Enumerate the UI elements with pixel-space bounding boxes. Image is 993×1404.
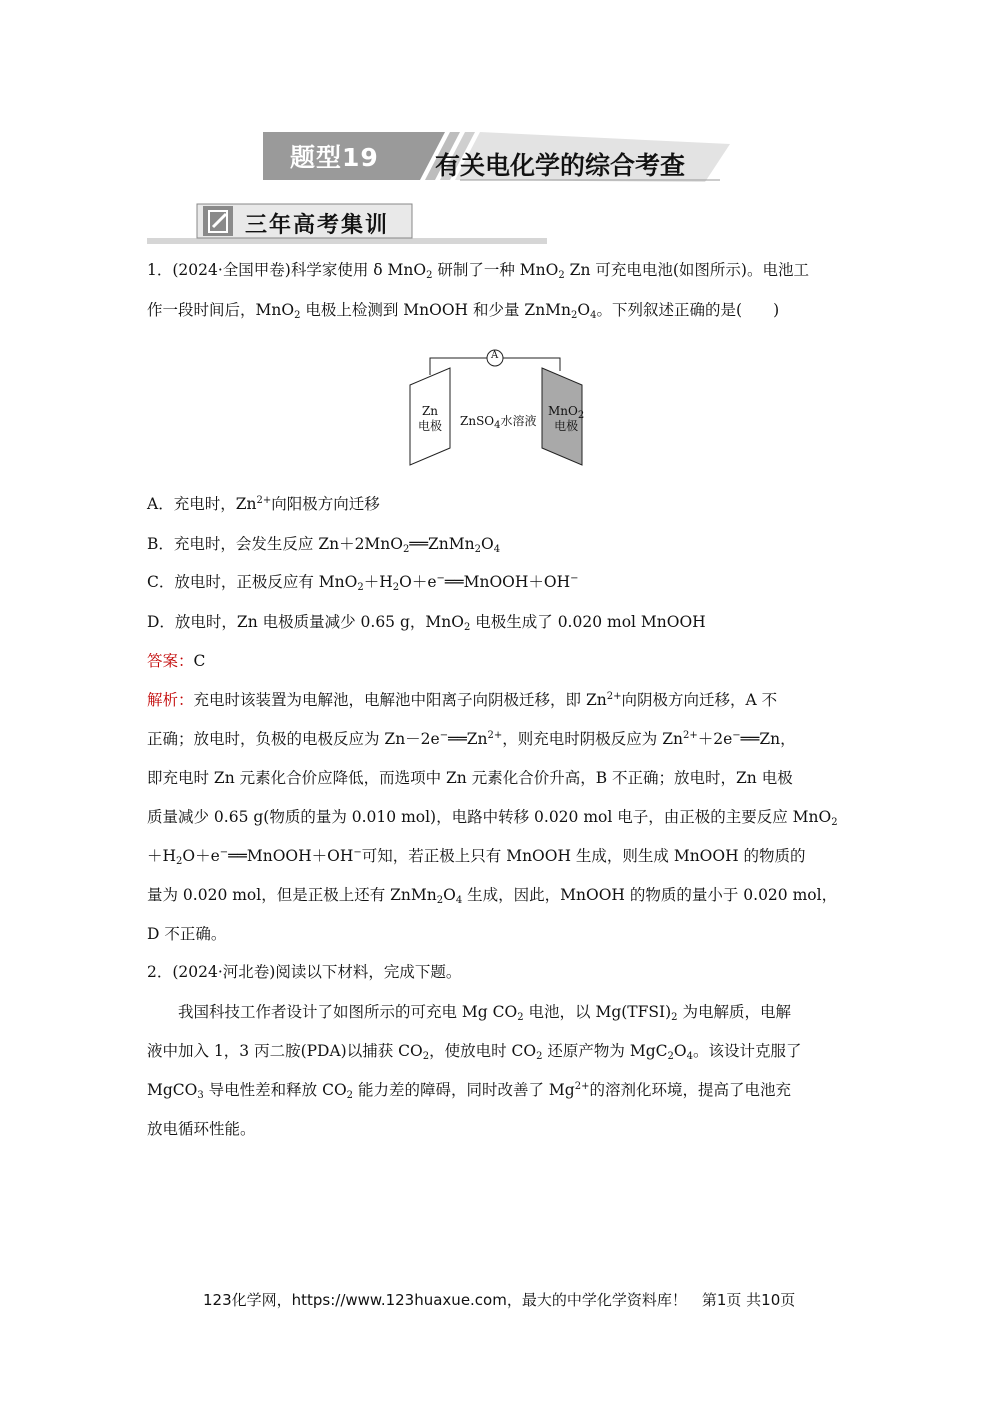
option-c: C．放电时，正极反应有 $MnO_2+H_2O+e^-══MnOOH+OH^-$ <box>147 573 579 593</box>
q1-line-2: 作一段时间后，MnO$_2$ 电极上检测到 MnOOH 和少量 $ZnMn_2O_4$。下列叙述正确的是( ) <box>147 301 780 321</box>
mno2-electrode-label: MnO$_2$ 电极 <box>548 404 585 433</box>
q2-line-1: 2．(2024·河北卷)阅读以下材料，完成下题。 <box>147 963 462 981</box>
explanation-line-7: D 不正确。 <box>147 925 227 943</box>
option-b: B．充电时，会发生反应 $Zn+2MnO_2══ZnMn_2O_4$ <box>147 535 501 555</box>
zn-electrode-label: Zn 电极 <box>418 404 443 433</box>
page-footer: 123化学网，https://www.123huaxue.com，最大的中学化学资料库！ 第1页 共10页 <box>203 1291 796 1309</box>
explanation-line-1: 解析：充电时该装置为电解池，电解池中阳离子向阴极迁移，即 $Zn^{2+}$向阴极方向迁移，A 不 <box>147 691 778 709</box>
q2-paragraph-line-1: 我国科技工作者设计了如图所示的可充电 Mg $CO_2$ 电池，以 $Mg(TFSI)_2$ 为电解质，电解 <box>178 1003 791 1023</box>
pencil-note-icon <box>202 205 234 237</box>
answer <box>147 651 205 671</box>
option-a: A．充电时，$Zn^{2+}$向阳极方向迁移 <box>147 495 380 513</box>
q2-paragraph-line-4: 放电循环性能。 <box>147 1120 256 1138</box>
answer-label: 答案： <box>147 652 194 670</box>
type-label: 题型19 <box>290 143 379 172</box>
q1-line-1: 1．(2024·全国甲卷)科学家使用 δ MnO$_2$ 研制了一种 MnO$_2$ Zn 可充电电池(如图所示)。电池工 <box>147 261 809 281</box>
explanation-line-2: 正确；放电时，负极的电极反应为 $Zn-2e^-══Zn^{2+}$，则充电时阴极反应为 $Zn^{2+}+2e^-══Zn$， <box>147 730 796 748</box>
explanation-line-5: $+H_2O+e^-══MnOOH+OH^-$可知，若正极上只有 MnOOH 生成，则生成 MnOOH 的物质的 <box>147 847 806 867</box>
explanation-line-3: 即充电时 Zn 元素化合价应降低，而选项中 Zn 元素化合价升高，B 不正确；放电时，Zn 电极 <box>147 769 793 787</box>
ammeter-label: A <box>491 350 499 361</box>
section-label: 三年高考集训 <box>245 213 390 238</box>
explanation-line-4: 质量减少 0.65 g(物质的量为 0.010 mol)，电路中转移 0.020 mol 电子，由正极的主要反应 MnO$_2$ <box>147 808 838 828</box>
section-title: 有关电化学的综合考查 <box>435 151 686 180</box>
answer-value: C <box>193 652 206 670</box>
analysis-label: 解析： <box>147 691 194 709</box>
q2-paragraph-line-3: MgCO$_3$ 导电性差和释放 $CO_2$ 能力差的障碍，同时改善了 $Mg^{2+}$的溶剂化环境，提高了电池充 <box>147 1081 791 1101</box>
solution-label: ZnSO$_4$水溶液 <box>460 414 537 431</box>
explanation-line-6: 量为 0.020 mol，但是正极上还有 $ZnMn_2O_4$ 生成，因此，MnOOH 的物质的量小于 0.020 mol， <box>147 886 838 906</box>
option-d: D．放电时，Zn 电极质量减少 0.65 g，MnO$_2$ 电极生成了 0.020 mol MnOOH <box>147 613 706 633</box>
q2-paragraph-line-2: 液中加入 1，3 丙二胺(PDA)以捕获 $CO_2$，使放电时 $CO_2$ 还原产物为 $MgC_2O_4$。该设计克服了 <box>147 1042 802 1062</box>
